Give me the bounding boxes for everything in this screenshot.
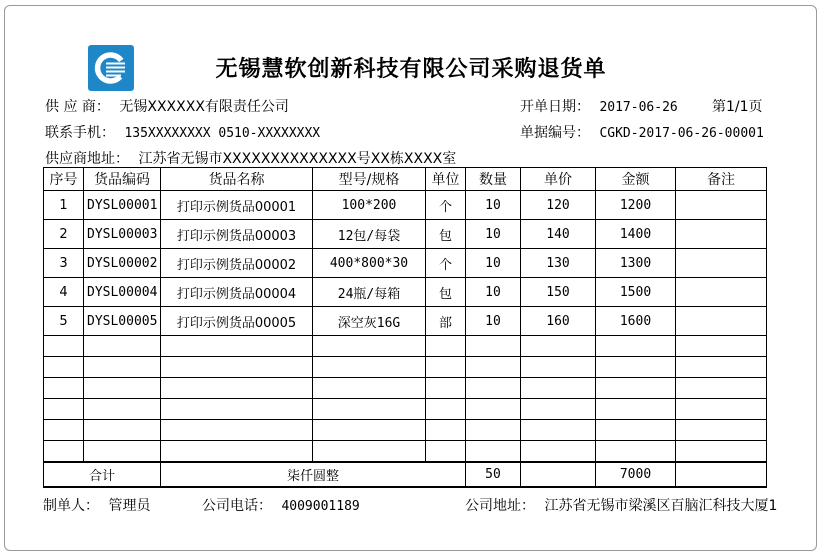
empty-cell [84,441,161,462]
supplier-line [45,96,289,116]
cell-qty: 10 [466,307,521,336]
page-number: 第1/1页 [712,99,763,115]
mobile-value: 135XXXXXXXX 0510-XXXXXXXX [124,126,321,141]
mobile-line [45,122,320,142]
col-header-item-code: 货品编码 [84,168,161,191]
empty-cell [676,441,767,462]
empty-cell [426,399,466,420]
cell-unit: 个 [426,191,466,220]
company-phone-value: 4009001189 [281,499,360,514]
empty-cell [676,420,767,441]
supplier-label: 供 应 商： [45,99,110,115]
cell-seq: 1 [44,191,84,220]
total-quantity: 50 [466,462,521,487]
table-header-row [44,168,767,191]
creator-value: 管理员 [108,498,151,514]
empty-cell [84,378,161,399]
cell-item-code: DYSL00004 [84,278,161,307]
cell-unit: 部 [426,307,466,336]
cell-price: 130 [521,249,596,278]
empty-cell [466,378,521,399]
creator-label: 制单人： [43,498,99,514]
cell-price: 120 [521,191,596,220]
empty-cell [676,336,767,357]
table-row [44,220,767,249]
items-table [43,167,767,488]
table-row [44,278,767,307]
cell-item-code: DYSL00001 [84,191,161,220]
empty-cell [521,357,596,378]
bill-date-line [520,96,678,116]
empty-table-row [44,399,767,420]
creator-line [43,495,150,515]
empty-cell [44,378,84,399]
doc-number-line [520,122,764,142]
col-header-unit: 单位 [426,168,466,191]
cell-item-name: 打印示例货品00001 [161,191,313,220]
cell-spec: 深空灰16G [313,307,426,336]
total-label: 合计 [44,462,161,487]
cell-spec: 400*800*30 [313,249,426,278]
cell-item-name: 打印示例货品00004 [161,278,313,307]
col-header-remark: 备注 [676,168,767,191]
supplier-value: 无锡XXXXXX有限责任公司 [119,99,289,115]
empty-cell [84,420,161,441]
col-header-spec: 型号/规格 [313,168,426,191]
empty-cell [426,336,466,357]
cell-seq: 3 [44,249,84,278]
bill-date-value: 2017-06-26 [599,100,678,115]
cell-unit: 个 [426,249,466,278]
cell-seq: 4 [44,278,84,307]
company-address-line [465,495,777,515]
empty-cell [426,357,466,378]
empty-cell [521,378,596,399]
empty-cell [521,336,596,357]
cell-unit: 包 [426,278,466,307]
table-row [44,249,767,278]
col-header-price: 单价 [521,168,596,191]
empty-cell [161,336,313,357]
empty-cell [596,378,676,399]
cell-amount: 1500 [596,278,676,307]
supplier-address-label: 供应商地址： [45,151,129,167]
empty-cell [313,336,426,357]
empty-table-row [44,441,767,462]
cell-unit: 包 [426,220,466,249]
empty-table-row [44,357,767,378]
cell-price: 150 [521,278,596,307]
doc-number-value: CGKD-2017-06-26-00001 [599,126,764,141]
empty-cell [313,441,426,462]
empty-cell [466,399,521,420]
total-price-empty [521,462,596,487]
empty-cell [426,378,466,399]
empty-cell [313,378,426,399]
cell-spec: 12包/每袋 [313,220,426,249]
empty-cell [466,420,521,441]
empty-cell [313,399,426,420]
total-amount: 7000 [596,462,676,487]
col-header-seq: 序号 [44,168,84,191]
table-row [44,307,767,336]
cell-item-name: 打印示例货品00005 [161,307,313,336]
empty-table-row [44,378,767,399]
empty-cell [426,441,466,462]
cell-item-name: 打印示例货品00003 [161,220,313,249]
empty-cell [313,420,426,441]
cell-remark [676,249,767,278]
empty-cell [44,357,84,378]
empty-cell [676,399,767,420]
empty-cell [521,441,596,462]
cell-remark [676,191,767,220]
empty-cell [596,399,676,420]
cell-amount: 1600 [596,307,676,336]
cell-item-name: 打印示例货品00002 [161,249,313,278]
page-title: 无锡慧软创新科技有限公司采购退货单 [215,57,607,82]
table-row [44,191,767,220]
empty-table-row [44,336,767,357]
cell-qty: 10 [466,249,521,278]
empty-cell [676,357,767,378]
cell-seq: 2 [44,220,84,249]
empty-cell [161,441,313,462]
empty-cell [596,420,676,441]
cell-seq: 5 [44,307,84,336]
cell-spec: 100*200 [313,191,426,220]
cell-remark [676,307,767,336]
cell-qty: 10 [466,191,521,220]
empty-cell [596,357,676,378]
cell-spec: 24瓶/每箱 [313,278,426,307]
empty-cell [426,420,466,441]
bill-date-label: 开单日期： [520,99,590,115]
empty-cell [44,441,84,462]
total-amount-in-words: 柒仟圆整 [161,462,466,487]
cell-amount: 1300 [596,249,676,278]
empty-cell [84,336,161,357]
mobile-label: 联系手机： [45,125,115,141]
empty-cell [313,357,426,378]
cell-price: 160 [521,307,596,336]
total-row [44,462,767,487]
empty-cell [161,378,313,399]
empty-cell [676,378,767,399]
empty-cell [84,399,161,420]
empty-cell [161,420,313,441]
company-phone-label: 公司电话： [202,498,272,514]
supplier-address-line [45,148,456,168]
col-header-item-name: 货品名称 [161,168,313,191]
col-header-qty: 数量 [466,168,521,191]
cell-item-code: DYSL00002 [84,249,161,278]
empty-cell [596,336,676,357]
empty-cell [161,399,313,420]
cell-remark [676,278,767,307]
empty-cell [466,441,521,462]
empty-cell [44,420,84,441]
cell-qty: 10 [466,220,521,249]
empty-cell [84,357,161,378]
empty-cell [161,357,313,378]
cell-amount: 1400 [596,220,676,249]
empty-cell [44,336,84,357]
company-phone-line [202,495,360,515]
cell-price: 140 [521,220,596,249]
total-remark-empty [676,462,767,487]
company-address-label: 公司地址： [465,498,535,514]
cell-remark [676,220,767,249]
cell-item-code: DYSL00003 [84,220,161,249]
empty-cell [466,336,521,357]
empty-cell [521,420,596,441]
supplier-address-value: 江苏省无锡市XXXXXXXXXXXXXX号XX栋XXXX室 [138,151,457,167]
empty-cell [596,441,676,462]
col-header-amount: 金额 [596,168,676,191]
company-address-value: 江苏省无锡市梁溪区百脑汇科技大厦1 [544,498,778,514]
empty-cell [521,399,596,420]
empty-table-row [44,420,767,441]
cell-item-code: DYSL00005 [84,307,161,336]
empty-cell [44,399,84,420]
doc-number-label: 单据编号： [520,125,590,141]
cell-qty: 10 [466,278,521,307]
empty-cell [466,357,521,378]
cell-amount: 1200 [596,191,676,220]
